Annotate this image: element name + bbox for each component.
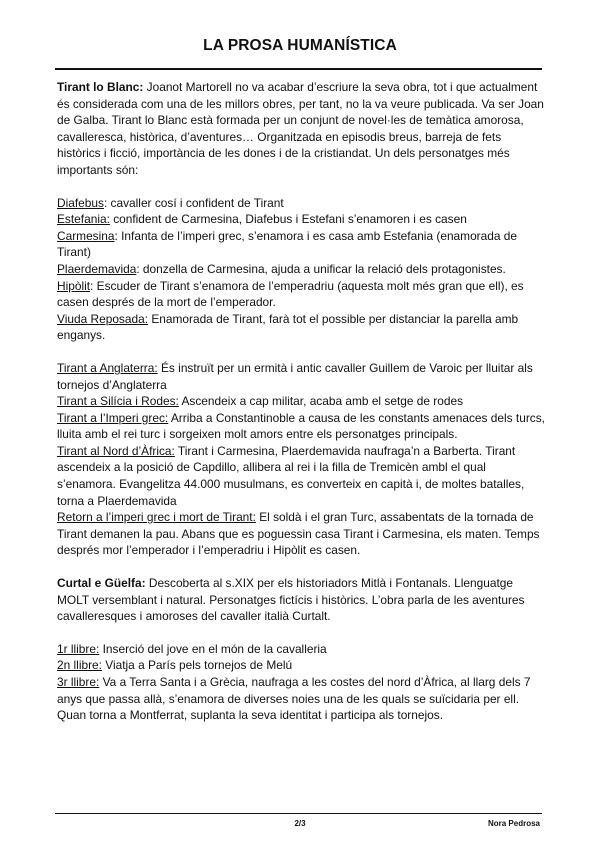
- character-name: Estefania:: [57, 212, 110, 227]
- book-name: 2n llibre:: [57, 658, 102, 673]
- character-name: Diafebus: [57, 195, 104, 210]
- character-name: Hipòlit: [57, 278, 91, 293]
- episode-description: Ascendeix a cap militar, acaba amb el setge de rodes: [178, 394, 464, 409]
- character-description: Enamorada de Tirant, farà tot el possible per distanciar la parella amb enganys.: [57, 311, 519, 343]
- episode-name: Tirant al Nord d’Àfrica:: [57, 443, 175, 458]
- episode-description: És instruït per un ermità i antic cavaller Guillem de Varoic per lluitar als tornejos d’Anglaterra: [57, 360, 533, 392]
- tirant-heading: Tirant lo Blanc:: [57, 80, 144, 94]
- tirant-intro-paragraph: [57, 79, 545, 179]
- book-item: [57, 657, 545, 674]
- character-description: : Escuder de Tirant s’enamora de l’emperadriu (aquesta molt més gran que ell), es casen després de la mort de l’emperador.: [57, 278, 524, 310]
- character-item: [57, 261, 545, 278]
- character-description: confident de Carmesina, Diafebus i Estefani s’enamoren i es casen: [109, 212, 467, 227]
- episode-name: Tirant a l’Imperi grec:: [57, 410, 169, 425]
- episode-item: [57, 360, 545, 393]
- curtal-heading: Curtal e Güelfa:: [57, 576, 146, 591]
- spacer: [57, 625, 545, 641]
- episode-description: Tirant i Carmesina, Plaerdemavida naufraga’n a Barberta. Tirant ascendeix a la posició de Capdillo, allibera al rei i la filla de Tremicèn ambl el qual s’enamora. Evangelitza 44.000 musulmans, es converteix en capità i, de moltes batalles, torna a Plaerdemavida: [57, 443, 525, 508]
- character-name: Viuda Reposada:: [57, 311, 149, 326]
- spacer: [57, 559, 545, 575]
- character-description: : Infanta de l’imperi grec, s’enamora i es casa amb Estefania (enamorada de Tirant): [57, 228, 518, 260]
- character-item: [57, 278, 545, 311]
- book-name: 1r llibre:: [57, 641, 100, 656]
- episode-description: Arriba a Constantinoble a causa de les constants amenaces dels turcs, lluita amb el rei turc i sorgeixen molt amors entre els personatges principals.: [57, 410, 545, 442]
- footer-divider: [55, 813, 542, 814]
- character-item: [57, 311, 545, 344]
- episode-item: [57, 443, 545, 509]
- episode-name: Tirant a Anglaterra:: [57, 360, 158, 375]
- book-description: Inserció del jove en el món de la cavalleria: [99, 641, 327, 656]
- character-name: Plaerdemavida: [57, 261, 137, 276]
- page-number: 2/3: [294, 819, 306, 828]
- character-item: [57, 211, 545, 228]
- episode-item: [57, 509, 545, 559]
- episode-description: El soldà i el gran Turc, assabentats de la tornada de Tirant demanen la pau. Abans que es poguessin casa Tirant i Carmesina, els maten. Temps després mor l’emperador i l’emperadriu i Hipòlit es casen.: [57, 510, 540, 558]
- character-description: : donzella de Carmesina, ajuda a unificar la relació dels protagonistes.: [136, 261, 506, 276]
- episode-name: Tirant a Silícia i Rodes:: [57, 394, 179, 409]
- episode-name: Retorn a l’imperi grec i mort de Tirant:: [57, 510, 256, 525]
- episode-item: [57, 393, 545, 410]
- character-item: [57, 195, 545, 212]
- character-item: [57, 228, 545, 261]
- book-description: Viatja a París pels tornejos de Melú: [101, 658, 293, 673]
- document-body: [57, 79, 545, 724]
- author-name: Nora Pedrosa: [487, 819, 540, 828]
- book-description: Va a Terra Santa i a Grècia, naufraga a les costes del nord d’Àfrica, al llarg dels 7 anys que passa allà, s’enamora de diverses noies una de les quals se suïcidaria per ell. Quan torna a Montferrat, suplanta la seva identitat i participa als tornejos.: [57, 675, 531, 723]
- book-name: 3r llibre:: [57, 675, 100, 689]
- book-item: [57, 674, 545, 724]
- curtal-intro-paragraph: [57, 575, 545, 625]
- title-divider: [55, 68, 542, 70]
- curtal-intro-text: Descoberta al s.XIX per els historiadors Mitlà i Fontanals. Llenguatge MOLT versemblant i natural. Personatges fictícis i històrics. L’obra parla de les aventures cavalleresques i amoroses del cavaller italià Curtalt.: [57, 576, 525, 624]
- episode-item: [57, 410, 545, 443]
- character-description: : cavaller cosí i confident de Tirant: [103, 195, 284, 210]
- book-item: [57, 641, 545, 658]
- page-title: LA PROSA HUMANÍSTICA: [203, 37, 397, 54]
- tirant-intro-text: Joanot Martorell no va acabar d’escriure la seva obra, tot i que actualment és considerada com una de les millors obres, per tant, no la va veure publicada. Va ser Joan de Galba. Tirant lo Blanc està formada per un conjunt de novel·les de temàtica amorosa, cavalleresca, històrica, d’aventures… Organitzada en episodis breus, barreja de fets històrics i ficció, importància de les dones i de la cristiandat. Un dels personatges més importants són:: [57, 80, 544, 177]
- spacer: [57, 179, 545, 195]
- spacer: [57, 344, 545, 360]
- character-name: Carmesina: [57, 228, 115, 243]
